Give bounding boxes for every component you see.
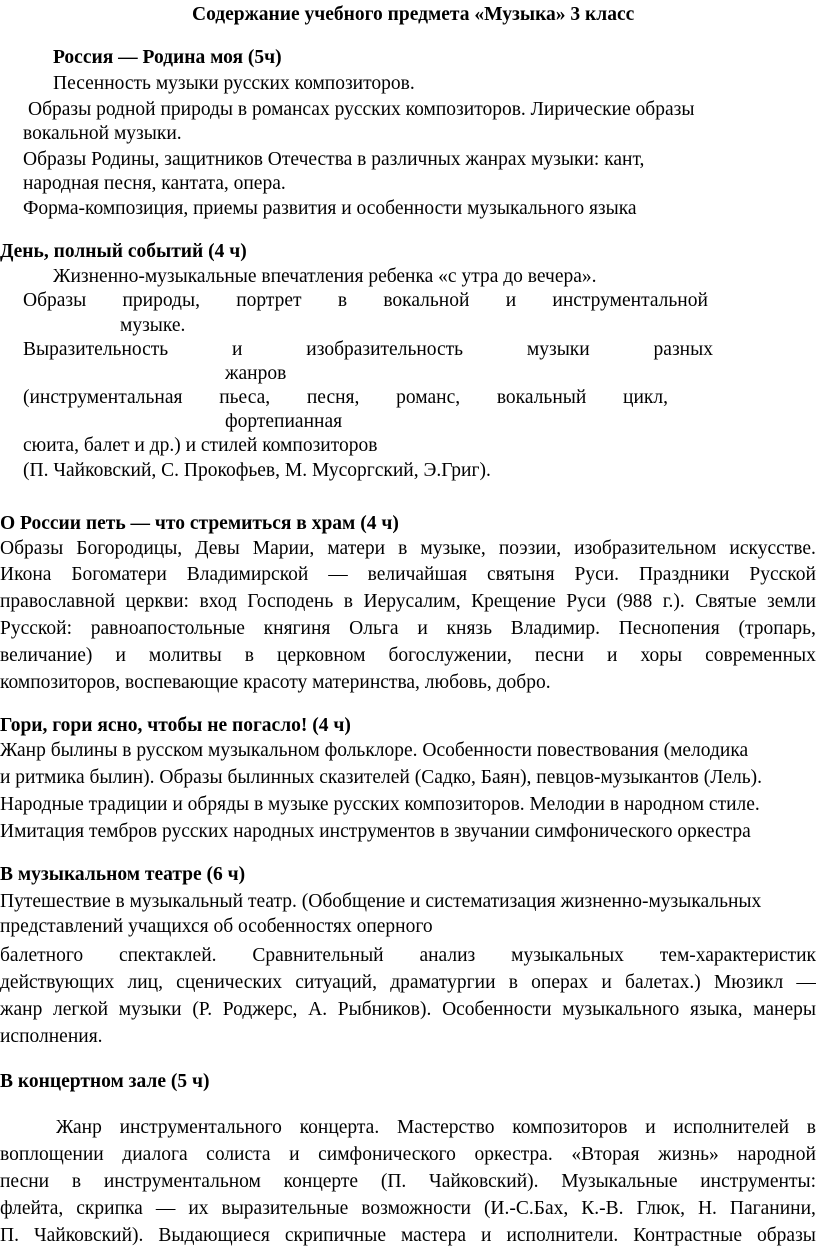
paragraph-line: фортепианная xyxy=(225,411,343,432)
section-heading-concert: В концертном зале (5 ч) xyxy=(0,1071,210,1092)
word: в xyxy=(398,538,408,559)
paragraph-line: исполнения. xyxy=(0,1026,103,1047)
word: в xyxy=(244,645,254,666)
justified-line xyxy=(0,1223,816,1249)
word: Святые xyxy=(695,591,757,612)
word: (тропарь, xyxy=(738,618,816,639)
justified-line xyxy=(0,970,816,996)
justified-line xyxy=(0,1169,816,1195)
word: скрипичные xyxy=(284,1225,386,1246)
paragraph-line: вокальной музыки. xyxy=(23,123,182,144)
paragraph-line: музыке. xyxy=(120,315,186,336)
section-heading-theatre: В музыкальном театре (6 ч) xyxy=(0,864,246,885)
word: образы xyxy=(757,1225,816,1246)
paragraph-line: представлений учащихся об особенностях оперного xyxy=(0,916,433,937)
word: — xyxy=(328,564,348,585)
word: изобразительность xyxy=(306,339,464,360)
word: инструментального xyxy=(119,1117,282,1138)
word: балетах.) xyxy=(625,972,701,993)
word: Паганини, xyxy=(729,1198,816,1219)
word: Музыкальные xyxy=(561,1171,678,1192)
word: скрипка xyxy=(76,1198,143,1219)
word: «Вторая xyxy=(571,1144,640,1165)
word: драматургии xyxy=(390,972,496,993)
word: изобразительном xyxy=(574,538,717,559)
word: и xyxy=(115,645,126,666)
word: Праздники xyxy=(638,564,730,585)
word: Жанр xyxy=(56,1117,102,1138)
word: А. xyxy=(308,999,328,1020)
paragraph-line: Образы родной природы в романсах русских композиторов. Лирические образы xyxy=(28,99,695,120)
word: пьеса, xyxy=(219,387,271,408)
word: К.-В. xyxy=(581,1198,624,1219)
justified-line xyxy=(0,562,816,588)
word: — xyxy=(155,1198,176,1219)
word: Русской xyxy=(749,564,816,585)
word: в xyxy=(508,972,518,993)
paragraph-line: сюита, балет и др.) и стилей композиторов xyxy=(23,435,378,456)
word: песни xyxy=(534,645,584,666)
word: композиторов xyxy=(512,1117,628,1138)
word: действующих xyxy=(0,972,115,993)
word: жизнь» xyxy=(658,1144,719,1165)
word: музыкальных xyxy=(511,945,624,966)
word: Иерусалим, xyxy=(363,591,461,612)
word: Чайковский). xyxy=(33,1225,144,1246)
word: музыки xyxy=(118,999,182,1020)
word: возможности xyxy=(361,1198,471,1219)
word: и xyxy=(232,339,243,360)
justified-line xyxy=(0,1196,816,1222)
word: лиц, xyxy=(127,972,163,993)
justified-line xyxy=(0,536,816,562)
justified-line xyxy=(23,337,713,363)
word: цикл, xyxy=(623,387,668,408)
word: величайшая xyxy=(367,564,468,585)
word: Рыбников). xyxy=(337,999,432,1020)
word: концерте xyxy=(283,1171,359,1192)
word: Крещение xyxy=(471,591,556,612)
word: операх xyxy=(531,972,589,993)
justified-line xyxy=(23,385,668,411)
word: Песнопения xyxy=(618,618,720,639)
justified-line xyxy=(0,616,816,642)
word: православной xyxy=(0,591,116,612)
word: в xyxy=(337,290,348,311)
page-title: Содержание учебного предмета «Музыка» 3 класс xyxy=(192,4,635,25)
word: вокальный xyxy=(496,387,587,408)
word: Богоматери xyxy=(71,564,167,585)
word: П. xyxy=(0,1225,19,1246)
word: концерта. xyxy=(299,1117,380,1138)
justified-line xyxy=(23,288,708,314)
word: — xyxy=(796,972,816,993)
word: Выдающиеся xyxy=(158,1225,270,1246)
justified-line xyxy=(0,943,816,969)
word: жанр xyxy=(0,999,43,1020)
word: Н. xyxy=(697,1198,717,1219)
word: молитвы xyxy=(148,645,222,666)
word: (Р. xyxy=(192,999,213,1020)
justified-line xyxy=(0,643,816,669)
word: музыке, xyxy=(420,538,486,559)
word: инструментальной xyxy=(552,290,708,311)
word: Руси. xyxy=(574,564,620,585)
paragraph-line: Жанр былины в русском музыкальном фольклоре. Особенности повествования (мелодика xyxy=(0,740,749,761)
word: Ольга xyxy=(349,618,399,639)
word: (988 xyxy=(616,591,653,612)
word: тем-характеристик xyxy=(659,945,816,966)
paragraph-line: Путешествие в музыкальный театр. (Обобщение и систематизация жизненно-музыкальных xyxy=(0,891,762,912)
word: Владимирской xyxy=(186,564,309,585)
word: оркестра. xyxy=(474,1144,553,1165)
word: разных xyxy=(653,339,713,360)
paragraph-line: Жизненно-музыкальные впечатления ребенка «с утра до вечера». xyxy=(53,266,597,287)
word: и xyxy=(289,1144,300,1165)
word: Господень xyxy=(247,591,334,612)
word: Особенности xyxy=(442,999,552,1020)
word: инструментальном xyxy=(103,1171,261,1192)
word: хоры xyxy=(640,645,683,666)
word: Чайковский). xyxy=(429,1171,539,1192)
word: вход xyxy=(199,591,237,612)
word: современных xyxy=(705,645,816,666)
justified-line xyxy=(56,1115,816,1141)
word: в xyxy=(343,591,353,612)
word: песни xyxy=(0,1171,50,1192)
word: Девы xyxy=(195,538,240,559)
paragraph-line: Песенность музыки русских композиторов. xyxy=(53,73,415,94)
word: инструменты: xyxy=(700,1171,816,1192)
word: Выразительность xyxy=(23,339,169,360)
word: княгиня xyxy=(263,618,331,639)
word: исполнителей xyxy=(673,1117,790,1138)
word: выразительные xyxy=(221,1198,349,1219)
word: исполнители. xyxy=(506,1225,619,1246)
word: легкой xyxy=(53,999,109,1020)
word: и xyxy=(607,645,618,666)
word: музыкального xyxy=(562,999,680,1020)
word: песня, xyxy=(306,387,360,408)
word: их xyxy=(188,1198,209,1219)
word: романс, xyxy=(396,387,461,408)
word: природы, xyxy=(122,290,200,311)
word: Глюк, xyxy=(636,1198,685,1219)
word: Образы xyxy=(0,538,64,559)
word: музыки xyxy=(526,339,590,360)
paragraph-line: Имитация тембров русских народных инструментов в звучании симфонического оркестра xyxy=(0,821,751,842)
paragraph-line: (П. Чайковский, С. Прокофьев, М. Мусоргский, Э.Григ). xyxy=(23,460,491,481)
justified-line xyxy=(0,997,816,1023)
word: и xyxy=(645,1117,656,1138)
word: и xyxy=(481,1225,492,1246)
word: Икона xyxy=(0,564,52,585)
paragraph-line: народная песня, кантата, опера. xyxy=(23,173,286,194)
word: богослужении, xyxy=(388,645,512,666)
word: Контрастные xyxy=(633,1225,743,1246)
word: вокальной xyxy=(383,290,470,311)
paragraph-line: Народные традиции и обряды в музыке русских композиторов. Мелодии в народном стиле. xyxy=(0,794,760,815)
word: Руси xyxy=(566,591,606,612)
word: Владимир. xyxy=(510,618,600,639)
word: земли xyxy=(767,591,816,612)
word: Богородицы, xyxy=(76,538,183,559)
section-heading-byliny: Гори, гори ясно, чтобы не погасло! (4 ч) xyxy=(0,715,351,736)
section-heading-day: День, полный событий (4 ч) xyxy=(0,241,247,262)
word: народной xyxy=(737,1144,816,1165)
word: Мастерство xyxy=(396,1117,495,1138)
section-heading-russia: Россия — Родина моя (5ч) xyxy=(53,47,282,68)
word: ситуаций, xyxy=(295,972,377,993)
word: диалога xyxy=(122,1144,188,1165)
word: искусстве. xyxy=(729,538,816,559)
word: величание) xyxy=(0,645,93,666)
word: воплощении xyxy=(0,1144,104,1165)
word: (инструментальная xyxy=(23,387,183,408)
word: языка, xyxy=(689,999,743,1020)
word: поэзии, xyxy=(498,538,562,559)
word: солиста xyxy=(206,1144,271,1165)
word: в xyxy=(71,1171,82,1192)
word: святыня xyxy=(487,564,555,585)
word: Образы xyxy=(23,290,87,311)
paragraph-line: Форма-композиция, приемы развития и особенности музыкального языка xyxy=(23,198,637,219)
word: церковном xyxy=(277,645,366,666)
word: балетного xyxy=(0,945,84,966)
word: матери xyxy=(327,538,386,559)
word: флейта, xyxy=(0,1198,64,1219)
word: равноапостольные xyxy=(90,618,245,639)
word: симфонического xyxy=(318,1144,456,1165)
word: (И.-С.Бах, xyxy=(483,1198,569,1219)
word: в xyxy=(806,1117,816,1138)
word: сценических xyxy=(176,972,283,993)
paragraph-line: и ритмика былин). Образы былинных сказителей (Садко, Баян), певцов-музыкантов (Лель). xyxy=(0,767,762,788)
word: Марии, xyxy=(252,538,315,559)
word: Мюзикл xyxy=(713,972,784,993)
word: Роджерс, xyxy=(222,999,298,1020)
word: и xyxy=(417,618,428,639)
paragraph-line: Образы Родины, защитников Отечества в различных жанрах музыки: кант, xyxy=(23,149,645,170)
justified-line xyxy=(0,1142,816,1168)
word: церкви: xyxy=(125,591,189,612)
word: г.). xyxy=(662,591,685,612)
justified-line xyxy=(0,589,816,615)
word: и xyxy=(505,290,517,311)
word: Русской: xyxy=(0,618,72,639)
word: князь xyxy=(446,618,493,639)
word: анализ xyxy=(419,945,476,966)
word: манеры xyxy=(753,999,816,1020)
word: спектаклей. xyxy=(118,945,217,966)
word: Сравнительный xyxy=(252,945,384,966)
paragraph-line: жанров xyxy=(225,363,287,384)
word: (П. xyxy=(380,1171,407,1192)
section-heading-temple: О России петь — что стремиться в храм (4 ч) xyxy=(0,513,399,534)
word: портрет xyxy=(236,290,302,311)
word: мастера xyxy=(400,1225,467,1246)
paragraph-line: композиторов, воспевающие красоту материнства, любовь, добро. xyxy=(0,672,551,693)
word: и xyxy=(601,972,612,993)
